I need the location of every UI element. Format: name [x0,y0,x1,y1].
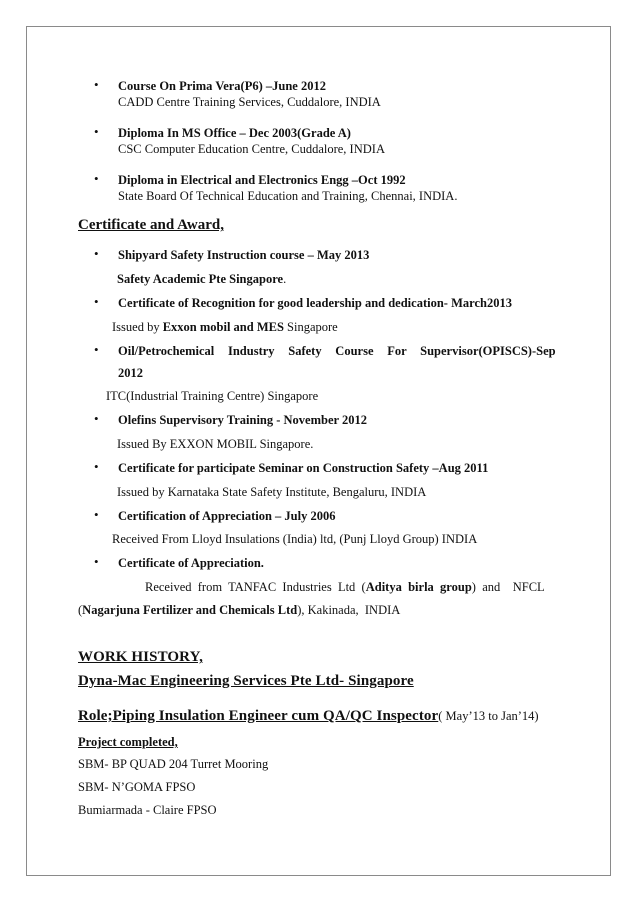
project-item: SBM- BP QUAD 204 Turret Mooring [78,757,269,771]
cert-issuer: Exxon mobil and MES [162,320,284,334]
cert-sub: ITC(Industrial Training Centre) Singapore [106,389,319,403]
bullet: • [94,171,99,186]
cert-title-cont: 2012 [118,366,143,380]
bullet: • [94,411,99,426]
cert-title: Certification of Appreciation – July 2006 [118,509,336,523]
bullet: • [94,459,99,474]
education-title: Course On Prima Vera(P6) –June 2012 [118,79,326,93]
project-item: Bumiarmada - Claire FPSO [78,803,217,817]
bullet: • [94,77,99,92]
cert-sub: Received From Lloyd Insulations (India) ltd, (Punj Lloyd Group) INDIA [112,532,478,546]
cert-sub-suffix: . [283,272,287,286]
cert-sub-a: Received from TANFAC Industries Ltd ( [145,580,366,594]
cert-title: Olefins Supervisory Training - November 2012 [118,413,367,427]
cert-sub-cont [78,603,400,618]
education-sub: CADD Centre Training Services, Cuddalore, INDIA [118,95,381,109]
bullet: • [94,246,99,261]
cert-title: Shipyard Safety Instruction course – May 2013 [118,248,370,262]
cert-sub [117,272,286,287]
education-title: Diploma In MS Office – Dec 2003(Grade A) [118,126,351,140]
cert-sub [112,320,338,335]
company-name: Dyna-Mac Engineering Services Pte Ltd- Singapore [78,673,414,689]
cert-sub-suffix: Singapore [283,320,338,334]
cert-title: Certificate of Recognition for good leadership and dedication- March2013 [118,296,512,310]
section-heading-certificates: Certificate and Award, [78,217,224,233]
cert-sub: Issued By EXXON MOBIL Singapore. [117,437,314,451]
cert-issuer: Safety Academic Pte Singapore [117,272,284,286]
projects-heading: Project completed, [78,735,178,749]
bullet: • [94,124,99,139]
cert-sub [145,580,545,595]
role-period: ( May’13 to Jan’14) [438,709,539,723]
cert-issuer: Aditya birla group [365,580,472,594]
project-item: SBM- N’GOMA FPSO [78,780,196,794]
cert-title: Certificate for participate Seminar on Construction Safety –Aug 2011 [118,461,489,475]
education-sub: State Board Of Technical Education and Training, Chennai, INDIA. [118,189,458,203]
cert-sub-prefix: Issued by [112,320,163,334]
education-title: Diploma in Electrical and Electronics Engg –Oct 1992 [118,173,406,187]
cert-title: Oil/Petrochemical Industry Safety Course For Supervisor(OPISCS)-Sep [118,344,556,358]
role-line [78,708,539,725]
cert-sub-b: ), Kakinada, INDIA [297,603,401,617]
bullet: • [94,294,99,309]
cert-sub-a: ( [78,603,83,617]
bullet: • [94,554,99,569]
cert-sub-b: ) and NFCL [471,580,545,594]
bullet: • [94,507,99,522]
role-title: Role;Piping Insulation Engineer cum QA/QC Inspector [78,708,439,724]
section-heading-work: WORK HISTORY, [78,649,203,665]
cert-title: Certificate of Appreciation. [118,556,264,570]
cert-sub: Issued by Karnataka State Safety Institute, Bengaluru, INDIA [117,485,427,499]
cert-issuer: Nagarjuna Fertilizer and Chemicals Ltd [82,603,298,617]
education-sub: CSC Computer Education Centre, Cuddalore, INDIA [118,142,385,156]
bullet: • [94,342,99,357]
